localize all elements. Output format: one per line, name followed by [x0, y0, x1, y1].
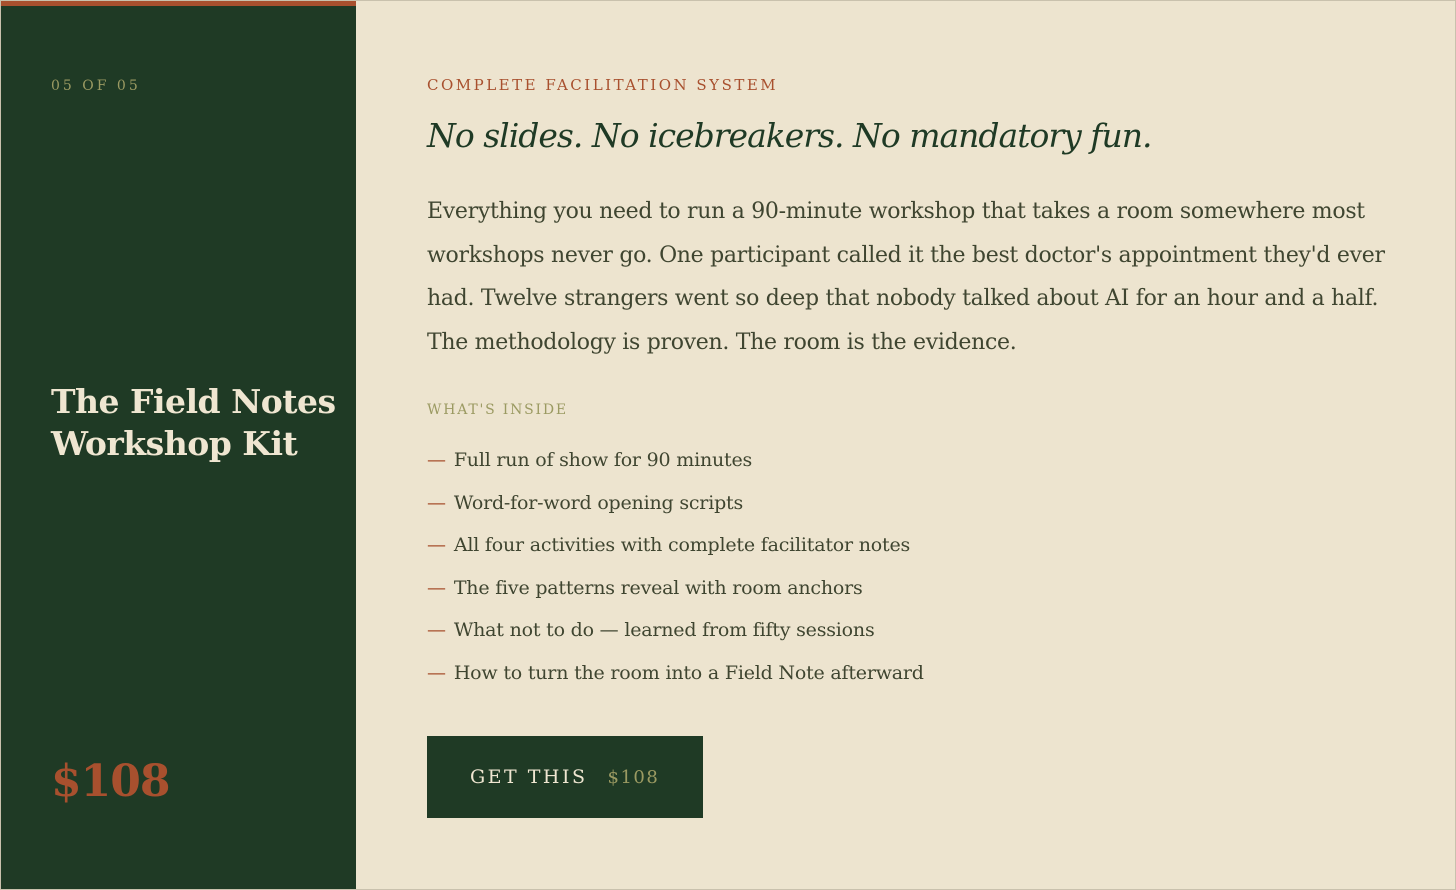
slide-counter: 05 OF 05	[51, 78, 141, 94]
headline: No slides. No icebreakers. No mandatory fun.	[427, 116, 1152, 155]
product-sidebar	[1, 1, 356, 890]
list-item	[427, 610, 924, 653]
list-item	[427, 568, 924, 611]
get-this-price: $108	[607, 766, 660, 788]
product-title: The Field Notes Workshop Kit	[51, 382, 336, 463]
feature-list	[427, 440, 924, 696]
list-item	[427, 653, 924, 696]
feature-text: How to turn the room into a Field Note afterward	[453, 661, 924, 684]
feature-text: Full run of show for 90 minutes	[453, 449, 753, 471]
feature-text: All four activities with complete facilitator notes	[453, 534, 911, 557]
description: Everything you need to run a 90-minute workshop that takes a room somewhere most workshops never go. One participant called it the best doctor's appointment they'd ever had. Twelve strangers went so deep that nobody talked about AI for an hour and a half. The methodology is proven. The room is the evidence.	[427, 199, 1385, 355]
dash-bullet: —	[427, 534, 446, 557]
dash-bullet: —	[427, 449, 446, 471]
product-price: $108	[51, 756, 170, 807]
get-this-label: GET THIS	[470, 766, 588, 788]
feature-text: What not to do — learned from fifty sessions	[453, 619, 875, 642]
whats-inside-label: WHAT'S INSIDE	[427, 402, 568, 418]
dash-bullet: —	[427, 491, 446, 514]
list-item	[427, 483, 924, 526]
dash-bullet: —	[427, 661, 446, 684]
eyebrow-label: COMPLETE FACILITATION SYSTEM	[427, 76, 779, 94]
get-this-button[interactable]	[427, 736, 703, 818]
list-item	[427, 440, 924, 483]
product-details	[427, 1, 1417, 890]
feature-text: Word-for-word opening scripts	[453, 491, 744, 514]
dash-bullet: —	[427, 576, 446, 599]
dash-bullet: —	[427, 619, 446, 642]
feature-text: The five patterns reveal with room anchors	[453, 576, 863, 599]
list-item	[427, 525, 924, 568]
